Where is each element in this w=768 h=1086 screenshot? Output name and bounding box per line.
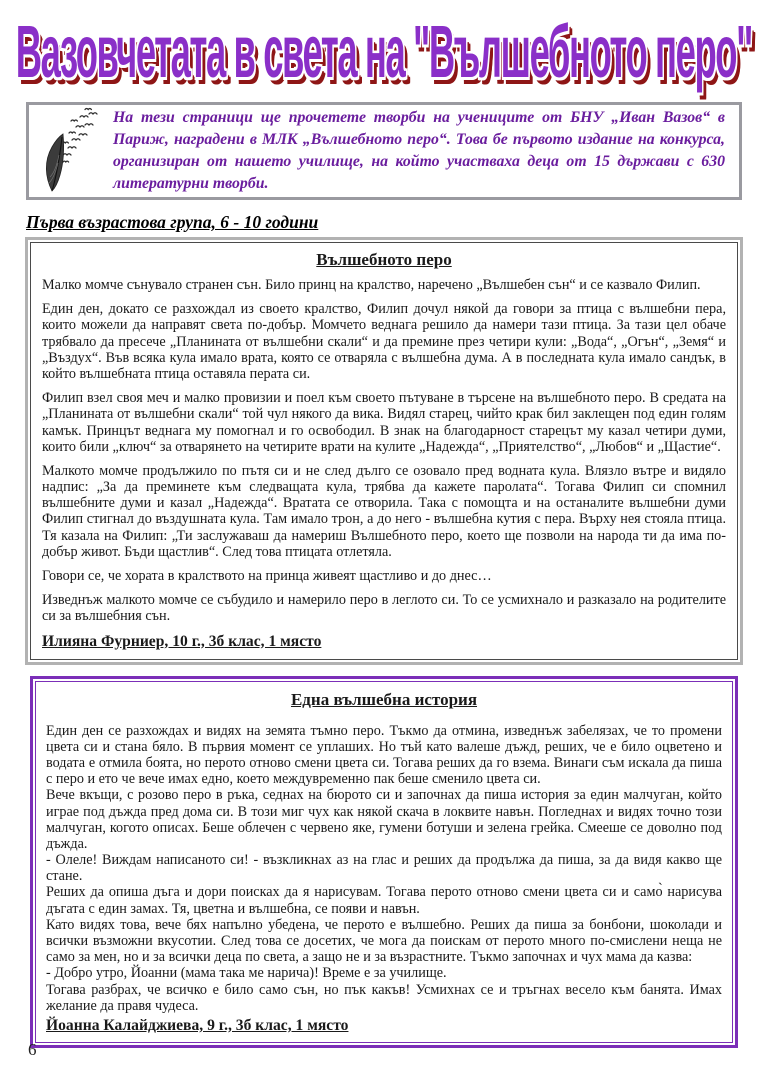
story-title: Вълшебното перо [316, 250, 452, 269]
story-paragraph: Изведнъж малкото момче се събудило и намерило перо в леглото си. То се усмихнало и разказало на родителите си за вълшебния сън. [42, 592, 726, 625]
story-author: Йоанна Калайджиева, 9 г., 3б клас, 1 място [46, 1016, 349, 1034]
story-author: Илияна Фурниер, 10 г., 3б клас, 1 място [42, 632, 322, 650]
story-box-valshebnoto-pero [30, 242, 738, 660]
story-paragraph: Говори се, че хората в кралството на принца живеят щастливо и до днес… [42, 568, 492, 584]
intro-box [26, 102, 742, 200]
page-masthead [15, 10, 753, 96]
story-paragraph: Един ден, докато се разхождал из своето кралство, Филип дочул някой да говори за птица с вълшебни пера, които можели да направят света по-добър. Момчето веднага решило да намери тази птица. За тази цел обаче трябвало да пресече „Планината от вълшебни скали“ и да премине през четири кули: „Вода“, „Огън“, „Земя“ и „Въздух“. Във всяка кула имало врата, която се отваряла с вълшебна дума. А в последната кула имало сандък, в който вълшебната птица оставяла перата си. [42, 301, 726, 382]
story-title: Една вълшебна история [290, 689, 478, 709]
story-paragraph: Филип взел своя меч и малко провизии и поел към своето пътуване в търсене на вълшебното перо. В средата на „Планината от вълшебни скали“ той чул някого да вика. Видял старец, чийто крак бил заклещен под един голям камък. Принцът веднага му помогнал и го освободил. В знак на благодарност старецът му казал четири думи, които били „ключ“ за отварянето на четирите врати на кулите „Надежда“, „Приятелство“, „Любов“ и „Щастие“. [42, 390, 726, 455]
story-paragraph: Малкото момче продължило по пътя си и не след дълго се озовало пред водната кула. Влязло вътре и видяло надпис: „За да преминете към следващата кула, трябва да кажете паролата“. Тогава Филип си спомнил вълшебните думи и казал „Надежда“. Вратата се отворила. Така с помощта и на останалите вълшебни думи Филип стигнал до въздушната кула. Там имало трон, а до него - вълшебна кутия с пера. Върху нея стояла птица. Тя казала на Филип: „Ти заслужаваш да намериш Вълшебното перо, което ще позволи на народа ти да има по-добър живот. Бъди щастлив“. След това птицата отлетяла. [42, 462, 726, 560]
story-paragraph: Вече вкъщи, с розово перо в ръка, седнах на бюрото си и започнах да пиша история за един малчуган, който играе под дъжда пред дома си. В този миг чух как някой скача в локвите навън. Погледнах и видях точно този малчуган, когото описах. Беше облечен с червено яке, гумени ботуши и зелена грейка. Смееше се доволно под дъжда. [46, 787, 722, 852]
story-paragraph: Малко момче сънувало странен сън. Било принц на кралство, наречено „Вълшебен сън“ и се казвало Филип. [42, 277, 701, 293]
story-paragraph: Един ден се разхождах и видях на земята тъмно перо. Тъкмо да отмина, изведнъж забелязах, че то промени цвета си и стана бяло. В първия момент се уплаших. Но тъй като валеше дъжд, реших, че е било оцветено и водата е отмила боята, но перото отново смени цвета си. Тогава реших да го взема. Винаги съм искала да пиша с перо и ето че вече имах едно, което междувременно пак беше сменило цвета си. [46, 722, 722, 788]
intro-text: На тези страници ще прочетете творби на учениците от БНУ „Иван Вазов“ в Париж, наградени в МЛК „Вълшебното перо“. Това бе първото издание на конкурса, организиран от нашето училище, на който участваха деца от 15 държави с 630 литературни творби. [113, 109, 725, 192]
age-group-heading: Първа възрастова група, 6 - 10 години [26, 212, 319, 232]
story-paragraph: - Добро утро, Йоанни (мама така ме нарича)! Време е за училище. [46, 965, 447, 982]
story-box-edna-valshebna-istoriya [30, 676, 738, 1048]
story-paragraph: Като видях това, вече бях напълно убедена, че перото е вълшебно. Реших да пиша за бонбони, шоколади и всички възможни вкусотии. След това се досетих, че мога да поискам от перото много по-смислени неща не само за мен, но и за всички деца по света, а защо не и за възрастните. Тъкмо започнах и чух мама да казва: [46, 916, 722, 966]
page-number: 6 [28, 1040, 37, 1059]
story-paragraph: Тогава разбрах, че всичко е било само сън, но пък какъв! Усмихнах се и тръгнах весело към банята. Имах желание да правя чудеса. [46, 981, 722, 1014]
story-paragraph: - Олеле! Виждам написаното си! - възкликнах аз на глас и реших да продължа да пиша, за да видя какво ще стане. [46, 852, 722, 885]
story-paragraph: Реших да опиша дъга и дори поисках да я нарисувам. Тогава перото отново смени цвета си и само̀ нарисува дъгата с един замах. Тя, цветна и вълшебна, се появи и навън. [46, 884, 722, 917]
page-title: Вазовчетата в света на "Вълшебното перо" [15, 11, 753, 95]
feather-birds-icon [35, 107, 101, 195]
